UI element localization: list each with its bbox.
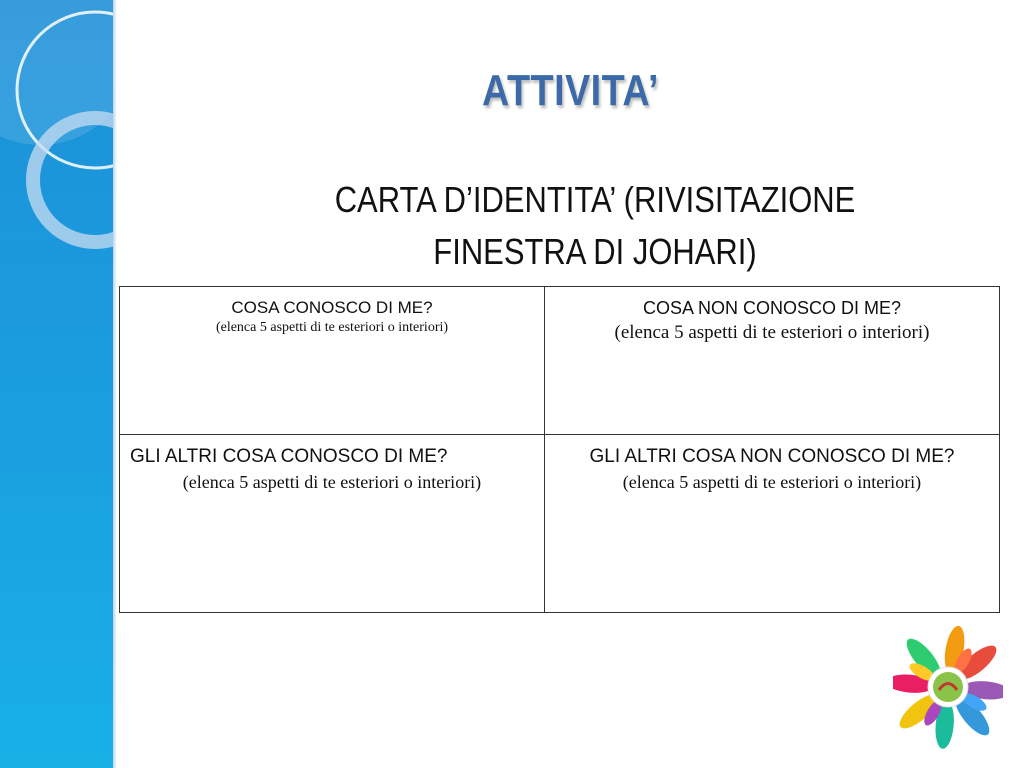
table-row [120,435,1000,613]
subtitle-line-2: FINESTRA DI JOHARI) [433,231,757,272]
cell-heading: COSA NON CONOSCO DI ME? [642,298,902,318]
cell-heading: COSA CONOSCO DI ME? [231,298,433,317]
cell-note: (elenca 5 aspetti di te esteriori o interiori) [215,320,449,335]
cell-note: (elenca 5 aspetti di te esteriori o interiori) [614,322,930,343]
johari-window-table [119,286,1000,613]
slide-title: ATTIVITA’ [482,66,659,115]
sidebar-edge [113,0,117,768]
table-cell [120,435,545,613]
colorful-hands-logo-icon [893,625,1003,750]
slide-subtitle [255,174,934,278]
table-cell [545,435,1000,613]
cell-note: (elenca 5 aspetti di te esteriori o interiori) [622,472,922,492]
table-cell [120,287,545,435]
cell-heading: GLI ALTRI COSA NON CONOSCO DI ME? [589,446,955,467]
table-cell [545,287,1000,435]
table-row [120,287,1000,435]
decorative-sidebar [0,0,113,768]
cell-note: (elenca 5 aspetti di te esteriori o interiori) [182,472,482,492]
subtitle-line-1: CARTA D’IDENTITA’ (RIVISITAZIONE [334,179,856,220]
decorative-rings [0,0,113,768]
cell-heading: GLI ALTRI COSA CONOSCO DI ME? [130,446,448,467]
